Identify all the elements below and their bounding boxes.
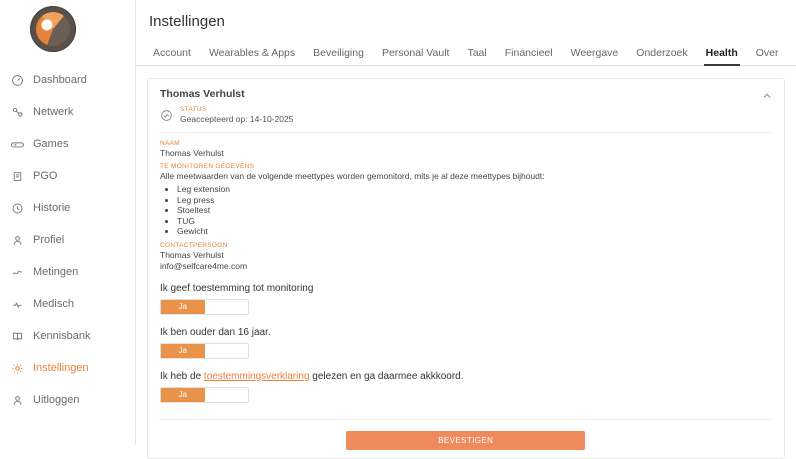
declaration-text-before: Ik heb de [160,370,204,382]
measure-icon [10,265,24,279]
person-icon [10,233,24,247]
monitor-section [148,158,784,236]
sidebar-item-label: Games [33,138,69,150]
monitor-list [160,184,772,236]
logo-swirl [36,12,70,46]
tab-onderzoek[interactable]: Onderzoek [636,46,688,59]
question-monitoring-label: Ik geef toestemming tot monitoring [160,282,314,294]
monitor-description: Alle meetwaarden van de volgende meettypes worden gemonitord, mits je al deze meettypes bijhoudt: [160,171,545,181]
sidebar-item-label: Uitloggen [33,394,80,406]
sidebar [0,0,136,445]
sidebar-item-instellingen[interactable] [0,352,135,384]
status-text-block [180,106,293,124]
question-monitoring-toggle[interactable] [160,299,249,315]
app-logo-icon [30,6,76,52]
sidebar-item-label: Profiel [33,234,65,246]
toggle-yes-option[interactable]: Ja [161,388,205,402]
sidebar-item-label: Netwerk [33,106,74,118]
sidebar-item-label: Kennisbank [33,330,91,342]
monitor-kicker: TE MONITOREN GEGEVENS [160,163,255,170]
tab-account[interactable]: Account [153,46,191,59]
status-kicker: STATUS [180,106,207,113]
sidebar-item-pgo[interactable] [0,160,135,192]
medical-icon [10,297,24,311]
status-value: Geaccepteerd op: 14-10-2025 [180,114,294,124]
toggle-no-option[interactable] [205,344,249,358]
contact-kicker: CONTACTPERSOON [160,241,228,249]
chevron-up-icon[interactable] [762,91,772,104]
sidebar-item-uitloggen[interactable] [0,384,135,416]
name-value: Thomas Verhulst [160,148,224,158]
tab-personal-vault[interactable]: Personal Vault [381,46,450,59]
logout-icon [10,393,24,407]
list-item: • Leg press [177,195,772,205]
pgo-icon [10,169,24,183]
tab-weergave[interactable]: Weergave [570,46,619,59]
sidebar-item-label: Dashboard [33,74,87,86]
toestemmingsverklaring-link[interactable]: toestemmingsverklaring [203,370,310,382]
list-item: • Gewicht [177,226,772,236]
list-item: • Stoeltest [177,205,772,215]
list-item: • TUG [177,216,772,226]
sidebar-item-label: Metingen [33,266,79,278]
contact-section [148,237,784,271]
question-age-toggle[interactable] [160,343,249,359]
page-title: Instellingen [149,13,225,30]
tab-health[interactable]: Health [697,48,747,66]
name-section [148,133,784,158]
tab-beveiliging[interactable]: Beveiliging [313,46,364,59]
toggle-no-option[interactable] [205,388,249,402]
tab-taal[interactable]: Taal [467,46,487,59]
network-icon [10,105,24,119]
sidebar-item-profiel[interactable] [0,224,135,256]
sidebar-item-medisch[interactable] [0,288,135,320]
tab-over[interactable]: Over [755,46,779,59]
questions-block [148,283,784,403]
gauge-icon [10,73,24,87]
consent-card [147,78,785,459]
contact-name: Thomas Verhulst [160,249,224,260]
card-header [148,79,784,100]
tab-wearables-apps[interactable]: Wearables & Apps [208,46,296,59]
status-row [148,100,784,124]
sidebar-item-netwerk[interactable] [0,96,135,128]
name-kicker: NAAM [160,140,180,147]
handshake-icon [160,109,173,122]
sidebar-item-kennisbank[interactable] [0,320,135,352]
toggle-no-option[interactable] [205,300,249,314]
tab-financieel[interactable]: Financieel [504,46,553,59]
declaration-text-after: gelezen en ga daarmee akkkoord. [309,370,464,382]
sidebar-item-games[interactable] [0,128,135,160]
sidebar-item-historie[interactable] [0,192,135,224]
confirm-area [148,420,784,450]
toggle-yes-option[interactable]: Ja [161,300,205,314]
sidebar-item-label: Historie [33,202,71,214]
logo [0,0,135,58]
gear-icon [10,361,24,375]
toggle-yes-option[interactable]: Ja [161,344,205,358]
confirm-button[interactable]: BEVESTIGEN [346,431,585,450]
main-content [136,0,796,445]
clock-icon [10,201,24,215]
card-title: Thomas Verhulst [160,88,245,100]
list-item: • Leg extension [177,184,772,194]
sidebar-item-metingen[interactable] [0,256,135,288]
sidebar-item-label: Instellingen [33,362,89,374]
sidebar-item-dashboard[interactable] [0,64,135,96]
contact-email: info@selfcare4me.com [160,260,248,271]
game-icon [10,137,24,151]
sidebar-item-label: PGO [33,170,58,182]
book-icon [10,329,24,343]
question-declaration-toggle[interactable] [160,387,249,403]
question-age-label: Ik ben ouder dan 16 jaar. [160,326,271,338]
question-declaration-label [160,371,772,382]
sidebar-item-label: Medisch [33,298,74,310]
sidebar-nav [0,64,135,416]
tab-bar [136,40,796,66]
